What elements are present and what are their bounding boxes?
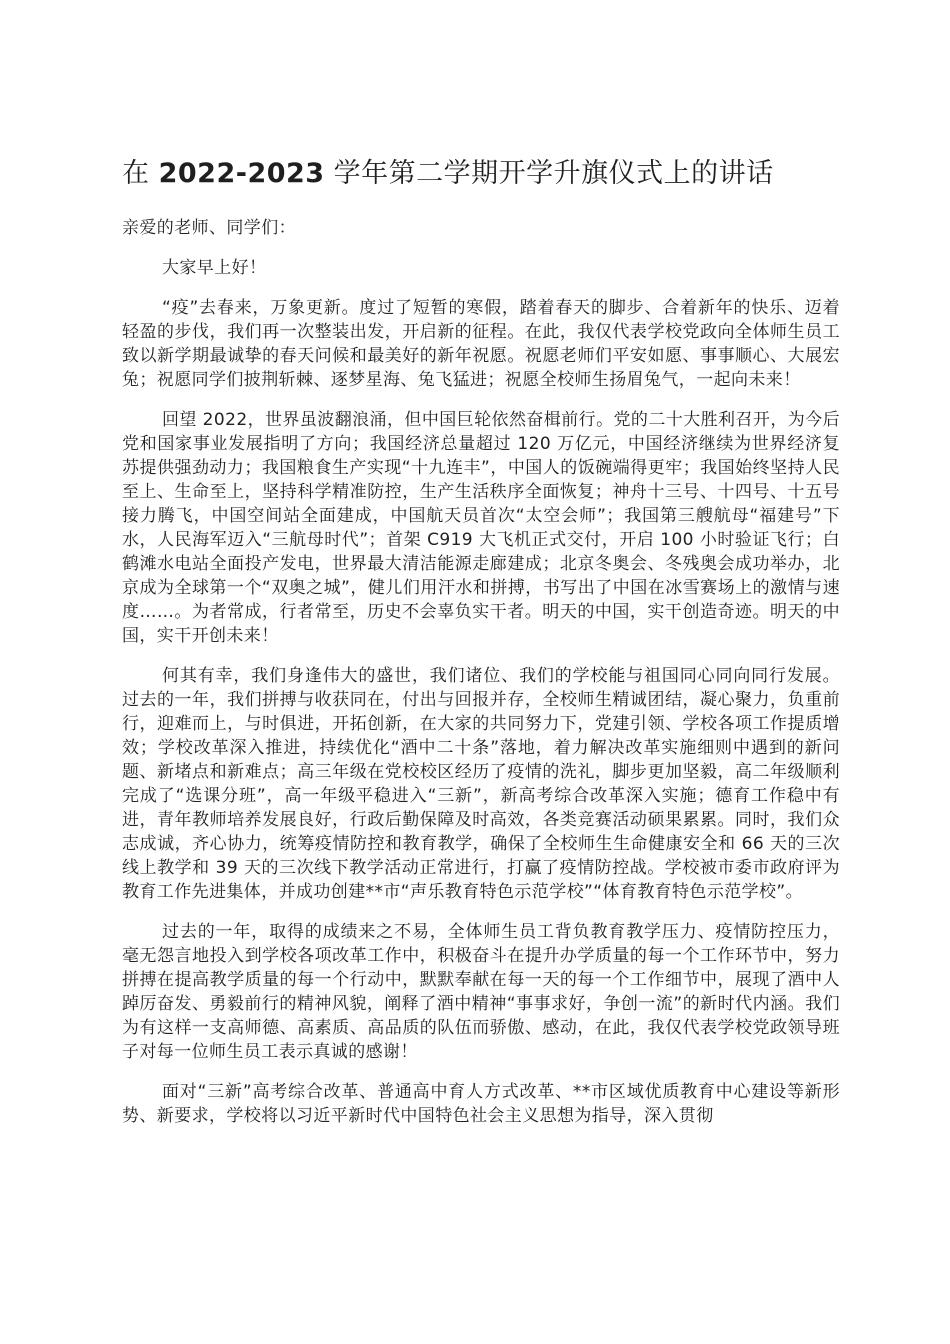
paragraph-review-2022: 回望 2022，世界虽波翻浪涌，但中国巨轮依然奋楫前行。党的二十大胜利召开，为今后党和国家事业发展指明了方向；我国经济总量超过 120 万亿元，中国经济继续为世界经济复苏提供强劲动力；我国粮食生产实现“十九连丰”，中国人的饭碗端得更牢；我国始终坚持人民至上、生命至上，坚持科学精准防控，生产生活秩序全面恢复；神舟十三号、十四号、十五号接力腾飞，中国空间站全面建成，中国航天员首次“太空会师”；我国第三艘航母“福建号”下水，人民海军迈入“三航母时代”；首架 C919 大飞机正式交付，开启 100 小时验证飞行；白鹤滩水电站全面投产发电，世界最大清洁能源走廊建成；北京冬奥会、冬残奥会成功举办，北京成为全球第一个“双奥之城”，健儿们用汗水和拼搏，书写出了中国在冰雪赛场上的激情与速度……。为者常成，行者常至，历史不会辜负实干者。明天的中国，实干创造奇迹。明天的中国，实干开创未来！ — [122, 410, 840, 646]
paragraph-school-achievements: 何其有幸，我们身逢伟大的盛世，我们诸位、我们的学校能与祖国同心同向同行发展。过去的一年，我们拼搏与收获同在，付出与回报并存，全校师生精诚团结，凝心聚力，负重前行，迎难而上，与时俱进，开拓创新，在大家的共同努力下，党建引领、学校各项工作提质增效；学校改革深入推进，持续优化“酒中二十条”落地，着力解决改革实施细则中遇到的新问题、新堵点和新难点；高三年级在党校校区经历了疫情的洗礼，脚步更加坚毅，高二年级顺利完成了“选课分班”，高一年级平稳进入“三新”，新高考综合改革深入实施；德育工作稳中有进，青年教师培养发展良好，行政后勤保障及时高效，各类竞赛活动硕果累累。同时，我们众志成诚，齐心协力，统筹疫情防控和教育教学，确保了全校师生生命健康安全和 66 天的三次线上教学和 39 天的三次线下教学活动正常进行，打赢了疫情防控战。学校被市委市政府评为教育工作先进集体，并成功创建**市“声乐教育特色示范学校”“体育教育特色示范学校”。 — [122, 666, 840, 902]
salutation: 亲爱的老师、同学们： — [122, 218, 296, 238]
paragraph-new-requirements: 面对“三新”高考综合改革、普通高中育人方式改革、**市区域优质教育中心建设等新形势、新要求，学校将以习近平新时代中国特色社会主义思想为指导，深入贯彻 — [122, 1082, 840, 1126]
paragraph-new-year-wishes: “疫”去春来，万象更新。度过了短暂的寒假，踏着春天的脚步、合着新年的快乐、迈着轻盈的步伐，我们再一次整装出发，开启新的征程。在此，我仅代表学校党政向全体师生员工致以新学期最诚挚的春天问候和最美好的新年祝愿。祝愿老师们平安如愿、事事顺心、大展宏兔；祝愿同学们披荆斩棘、逐梦星海、兔飞猛进；祝愿全校师生扬眉兔气，一起向未来！ — [122, 298, 840, 390]
document-title: 在 2022-2023 学年第二学期开学升旗仪式上的讲话 — [122, 158, 774, 189]
paragraph-thanks: 过去的一年，取得的成绩来之不易，全体师生员工背负教育教学压力、疫情防控压力，毫无怨言地投入到学校各项改革工作中，积极奋斗在提升办学质量的每一个工作环节中，努力拼搏在提高教学质量的每一个行动中，默默奉献在每一天的每一个工作细节中，展现了酒中人踔厉奋发、勇毅前行的精神风貌，阐释了酒中精神“事事求好，争创一流”的新时代内涵。我们为有这样一支高师德、高素质、高品质的队伍而骄傲、感动，在此，我仅代表学校党政领导班子对每一位师生员工表示真诚的感谢！ — [122, 922, 840, 1062]
paragraph-greeting: 大家早上好！ — [162, 258, 267, 278]
